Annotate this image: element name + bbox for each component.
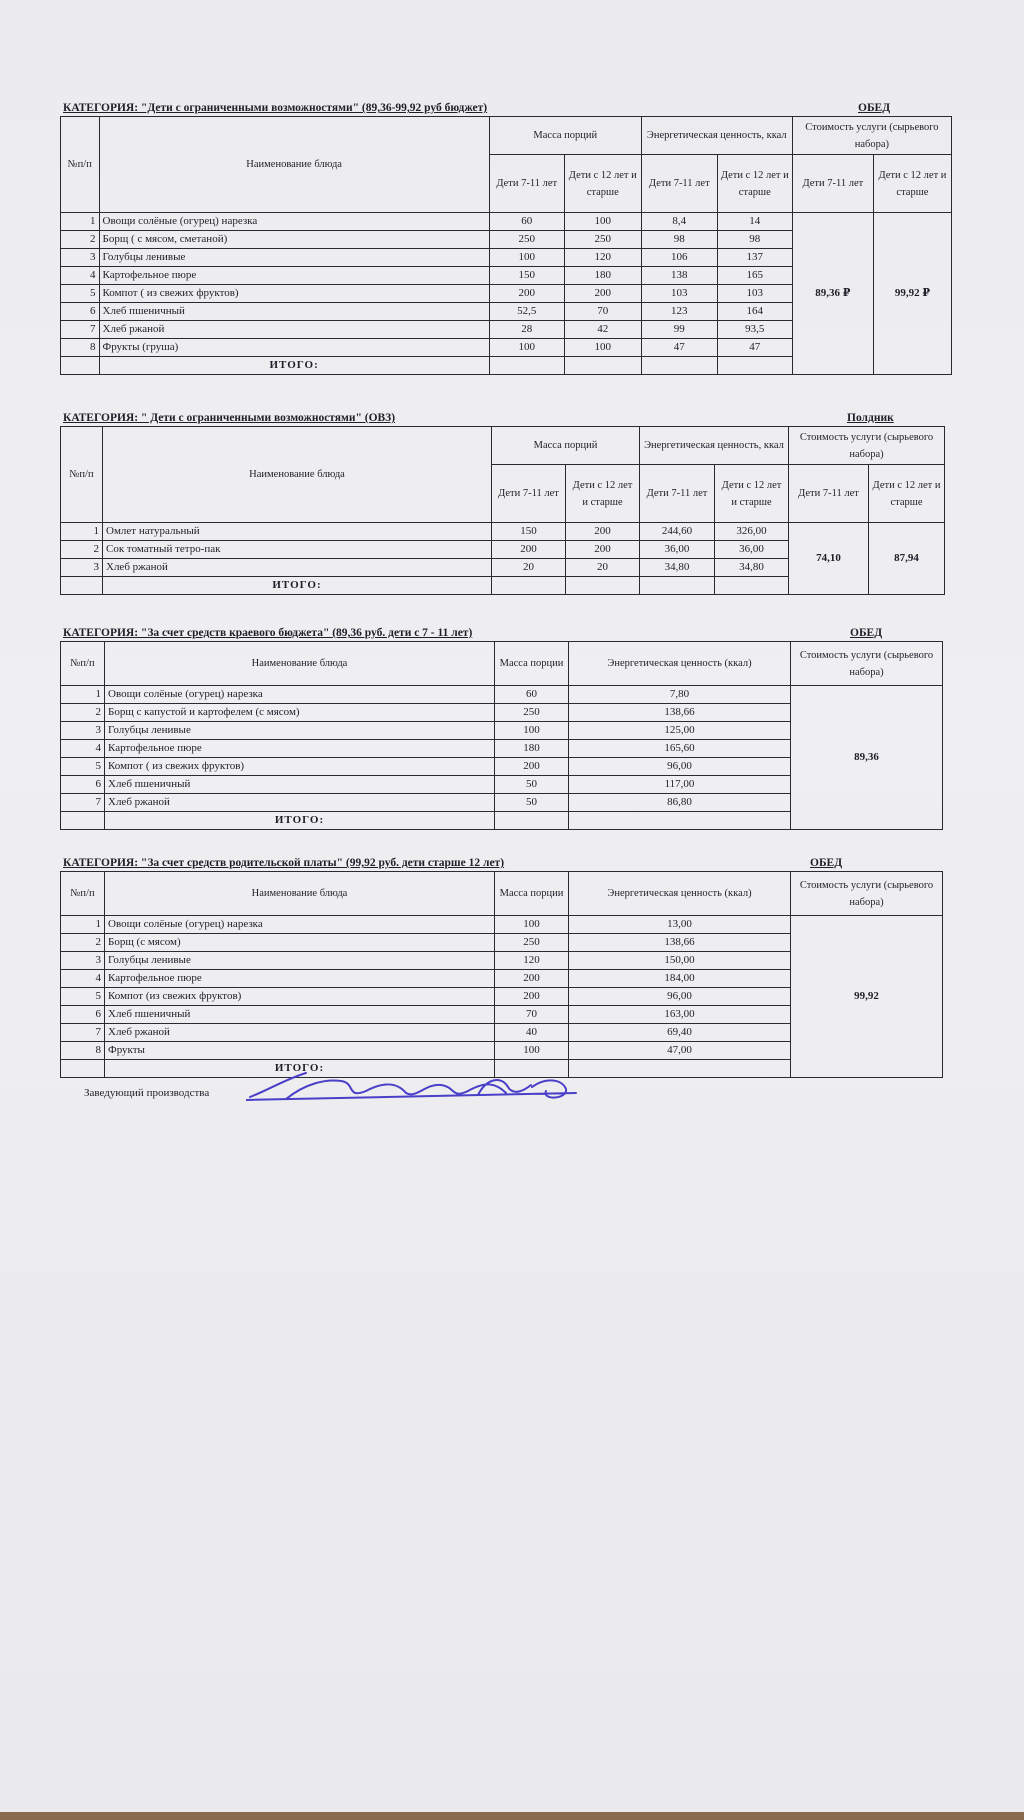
col-cost: Стоимость услуги (сырьевого набора) (792, 117, 951, 155)
energy-old: 34,80 (715, 559, 789, 577)
energy: 69,40 (569, 1024, 791, 1042)
col-num: №п/п (61, 872, 105, 916)
table-row (61, 523, 945, 541)
row-num: 8 (61, 1042, 105, 1060)
dish-name: Хлеб ржаной (103, 559, 492, 577)
dish-name: Сок томатный тетро-пак (103, 541, 492, 559)
empty-cell (61, 357, 100, 375)
dish-name: Хлеб ржаной (99, 321, 489, 339)
dish-name: Фрукты (груша) (99, 339, 489, 357)
energy: 150,00 (569, 952, 791, 970)
col-name: Наименование блюда (105, 872, 495, 916)
energy: 138,66 (569, 704, 791, 722)
row-num: 5 (61, 758, 105, 776)
dish-name: Борщ с капустой и картофелем (с мясом) (105, 704, 495, 722)
energy: 13,00 (569, 916, 791, 934)
col-mass: Масса порций (492, 427, 640, 465)
row-num: 5 (61, 988, 105, 1006)
row-num: 3 (61, 722, 105, 740)
energy: 96,00 (569, 988, 791, 1006)
section-title: КАТЕГОРИЯ: " Дети с ограниченными возможностями" (ОВЗ) (63, 412, 396, 424)
energy-young: 99 (641, 321, 717, 339)
mass-old: 100 (564, 213, 641, 231)
col-mass: Масса порции (495, 872, 569, 916)
energy: 47,00 (569, 1042, 791, 1060)
dish-name: Хлеб пшеничный (105, 1006, 495, 1024)
dish-name: Картофельное пюре (105, 740, 495, 758)
cost-old: 99,92 ₽ (873, 213, 951, 375)
handwritten-signature (246, 1069, 646, 1109)
empty-cell (61, 577, 103, 595)
total-label: ИТОГО: (103, 577, 492, 595)
mass-old: 200 (564, 285, 641, 303)
col-mass-old: Дети с 12 лет и старше (566, 465, 640, 523)
section-header (60, 410, 960, 426)
col-cost-old: Дети с 12 лет и старше (869, 465, 945, 523)
energy: 163,00 (569, 1006, 791, 1024)
row-num: 4 (61, 740, 105, 758)
col-cost: Стоимость услуги (сырьевого набора) (791, 872, 943, 916)
row-num: 6 (61, 303, 100, 321)
col-name: Наименование блюда (99, 117, 489, 213)
section-header (60, 625, 960, 641)
mass-young: 52,5 (489, 303, 564, 321)
energy: 165,60 (569, 740, 791, 758)
cost-young: 74,10 (789, 523, 869, 595)
energy-young: 138 (641, 267, 717, 285)
mass-old: 120 (564, 249, 641, 267)
menu-table (60, 641, 943, 830)
row-num: 6 (61, 1006, 105, 1024)
menu-table (60, 871, 943, 1078)
section-header (60, 855, 960, 871)
meal-label: Полдник (847, 412, 894, 424)
col-energy: Энергетическая ценность (ккал) (569, 872, 791, 916)
row-num: 7 (61, 794, 105, 812)
dish-name: Борщ ( с мясом, сметаной) (99, 231, 489, 249)
empty-cell (569, 812, 791, 830)
col-num: №п/п (61, 642, 105, 686)
row-num: 3 (61, 952, 105, 970)
dish-name: Компот (из свежих фруктов) (105, 988, 495, 1006)
mass: 200 (495, 758, 569, 776)
dish-name: Хлеб ржаной (105, 1024, 495, 1042)
mass: 180 (495, 740, 569, 758)
empty-cell (564, 357, 641, 375)
dish-name: Компот ( из свежих фруктов) (99, 285, 489, 303)
total-label: ИТОГО: (99, 357, 489, 375)
col-energy-old: Дети с 12 лет и старше (717, 155, 792, 213)
cost: 89,36 (791, 686, 943, 830)
col-energy: Энергетическая ценность, ккал (641, 117, 792, 155)
mass: 100 (495, 1042, 569, 1060)
row-num: 3 (61, 249, 100, 267)
empty-cell (492, 577, 566, 595)
mass-old: 200 (566, 541, 640, 559)
mass: 50 (495, 776, 569, 794)
meal-label: ОБЕД (850, 627, 883, 639)
col-cost-young: Дети 7-11 лет (792, 155, 873, 213)
row-num: 3 (61, 559, 103, 577)
total-label: ИТОГО: (105, 812, 495, 830)
cost-young: 89,36 ₽ (792, 213, 873, 375)
energy-young: 36,00 (640, 541, 715, 559)
section-title: КАТЕГОРИЯ: "За счет средств родительской платы" (99,92 руб. дети старше 12 лет) (63, 857, 505, 869)
dish-name: Хлеб ржаной (105, 794, 495, 812)
mass: 100 (495, 722, 569, 740)
cost: 99,92 (791, 916, 943, 1078)
meal-label: ОБЕД (810, 857, 843, 869)
dish-name: Борщ (с мясом) (105, 934, 495, 952)
energy: 7,80 (569, 686, 791, 704)
dish-name: Хлеб пшеничный (105, 776, 495, 794)
section-title: КАТЕГОРИЯ: "За счет средств краевого бюджета" (89,36 руб. дети с 7 - 11 лет) (63, 627, 473, 639)
energy-old: 164 (717, 303, 792, 321)
mass-old: 42 (564, 321, 641, 339)
col-energy-old: Дети с 12 лет и старше (715, 465, 789, 523)
row-num: 2 (61, 704, 105, 722)
col-cost-old: Дети с 12 лет и старше (873, 155, 951, 213)
row-num: 1 (61, 916, 105, 934)
section-lunch-ovz-budget (60, 100, 960, 375)
energy-old: 14 (717, 213, 792, 231)
mass: 200 (495, 988, 569, 1006)
mass: 200 (495, 970, 569, 988)
empty-cell (566, 577, 640, 595)
table-row (61, 916, 943, 934)
energy-old: 36,00 (715, 541, 789, 559)
energy-young: 244,60 (640, 523, 715, 541)
mass-young: 150 (492, 523, 566, 541)
row-num: 2 (61, 934, 105, 952)
energy-young: 98 (641, 231, 717, 249)
col-mass-old: Дети с 12 лет и старше (564, 155, 641, 213)
dish-name: Картофельное пюре (105, 970, 495, 988)
col-energy-young: Дети 7-11 лет (640, 465, 715, 523)
empty-cell (61, 812, 105, 830)
energy-young: 34,80 (640, 559, 715, 577)
cost-old: 87,94 (869, 523, 945, 595)
row-num: 2 (61, 231, 100, 249)
col-energy: Энергетическая ценность, ккал (640, 427, 789, 465)
dish-name: Овощи солёные (огурец) нарезка (105, 916, 495, 934)
energy: 117,00 (569, 776, 791, 794)
mass: 40 (495, 1024, 569, 1042)
energy: 125,00 (569, 722, 791, 740)
page-bottom-edge (0, 1812, 1024, 1820)
energy-old: 165 (717, 267, 792, 285)
col-cost: Стоимость услуги (сырьевого набора) (789, 427, 945, 465)
mass-young: 100 (489, 249, 564, 267)
table-row (61, 686, 943, 704)
table-row (61, 213, 952, 231)
empty-cell (641, 357, 717, 375)
empty-cell (715, 577, 789, 595)
mass-old: 180 (564, 267, 641, 285)
mass-young: 60 (489, 213, 564, 231)
mass: 120 (495, 952, 569, 970)
mass: 50 (495, 794, 569, 812)
col-mass-young: Дети 7-11 лет (489, 155, 564, 213)
section-snack-ovz (60, 410, 960, 595)
row-num: 5 (61, 285, 100, 303)
empty-cell (717, 357, 792, 375)
energy-old: 93,5 (717, 321, 792, 339)
energy-young: 106 (641, 249, 717, 267)
row-num: 8 (61, 339, 100, 357)
mass-young: 150 (489, 267, 564, 285)
energy-old: 103 (717, 285, 792, 303)
dish-name: Овощи солёные (огурец) нарезка (105, 686, 495, 704)
empty-cell (495, 812, 569, 830)
col-energy: Энергетическая ценность (ккал) (569, 642, 791, 686)
energy: 184,00 (569, 970, 791, 988)
energy-young: 8,4 (641, 213, 717, 231)
col-energy-young: Дети 7-11 лет (641, 155, 717, 213)
mass: 70 (495, 1006, 569, 1024)
dish-name: Голубцы ленивые (105, 952, 495, 970)
energy-old: 47 (717, 339, 792, 357)
dish-name: Картофельное пюре (99, 267, 489, 285)
energy-old: 98 (717, 231, 792, 249)
dish-name: Фрукты (105, 1042, 495, 1060)
energy: 138,66 (569, 934, 791, 952)
mass-young: 250 (489, 231, 564, 249)
col-mass: Масса порций (489, 117, 641, 155)
row-num: 4 (61, 970, 105, 988)
mass: 100 (495, 916, 569, 934)
energy-young: 123 (641, 303, 717, 321)
dish-name: Компот ( из свежих фруктов) (105, 758, 495, 776)
col-cost-young: Дети 7-11 лет (789, 465, 869, 523)
col-mass: Масса порции (495, 642, 569, 686)
col-num: №п/п (61, 427, 103, 523)
col-name: Наименование блюда (103, 427, 492, 523)
section-title: КАТЕГОРИЯ: "Дети с ограниченными возможностями" (89,36-99,92 руб бюджет) (63, 102, 488, 114)
empty-cell (61, 1060, 105, 1078)
col-num: №п/п (61, 117, 100, 213)
mass: 250 (495, 934, 569, 952)
dish-name: Голубцы ленивые (105, 722, 495, 740)
mass-young: 28 (489, 321, 564, 339)
menu-table (60, 116, 952, 375)
mass-young: 100 (489, 339, 564, 357)
section-header (60, 100, 960, 116)
energy-young: 103 (641, 285, 717, 303)
section-lunch-parental-payment (60, 855, 960, 1078)
col-cost: Стоимость услуги (сырьевого набора) (791, 642, 943, 686)
col-mass-young: Дети 7-11 лет (492, 465, 566, 523)
dish-name: Голубцы ленивые (99, 249, 489, 267)
mass-young: 20 (492, 559, 566, 577)
dish-name: Овощи солёные (огурец) нарезка (99, 213, 489, 231)
total-label: ИТОГО: (105, 1060, 495, 1078)
empty-cell (489, 357, 564, 375)
dish-name: Хлеб пшеничный (99, 303, 489, 321)
energy-old: 326,00 (715, 523, 789, 541)
meal-label: ОБЕД (858, 102, 891, 114)
col-name: Наименование блюда (105, 642, 495, 686)
mass: 250 (495, 704, 569, 722)
row-num: 7 (61, 1024, 105, 1042)
row-num: 1 (61, 213, 100, 231)
row-num: 6 (61, 776, 105, 794)
dish-name: Омлет натуральный (103, 523, 492, 541)
mass-old: 20 (566, 559, 640, 577)
energy: 96,00 (569, 758, 791, 776)
row-num: 1 (61, 686, 105, 704)
energy-old: 137 (717, 249, 792, 267)
mass-old: 70 (564, 303, 641, 321)
menu-table (60, 426, 945, 595)
empty-cell (640, 577, 715, 595)
mass: 60 (495, 686, 569, 704)
energy-young: 47 (641, 339, 717, 357)
section-lunch-regional-budget (60, 625, 960, 830)
signature-label: Заведующий производства (84, 1087, 210, 1099)
row-num: 7 (61, 321, 100, 339)
row-num: 2 (61, 541, 103, 559)
row-num: 1 (61, 523, 103, 541)
energy: 86,80 (569, 794, 791, 812)
mass-young: 200 (492, 541, 566, 559)
mass-old: 200 (566, 523, 640, 541)
mass-old: 100 (564, 339, 641, 357)
mass-old: 250 (564, 231, 641, 249)
row-num: 4 (61, 267, 100, 285)
mass-young: 200 (489, 285, 564, 303)
